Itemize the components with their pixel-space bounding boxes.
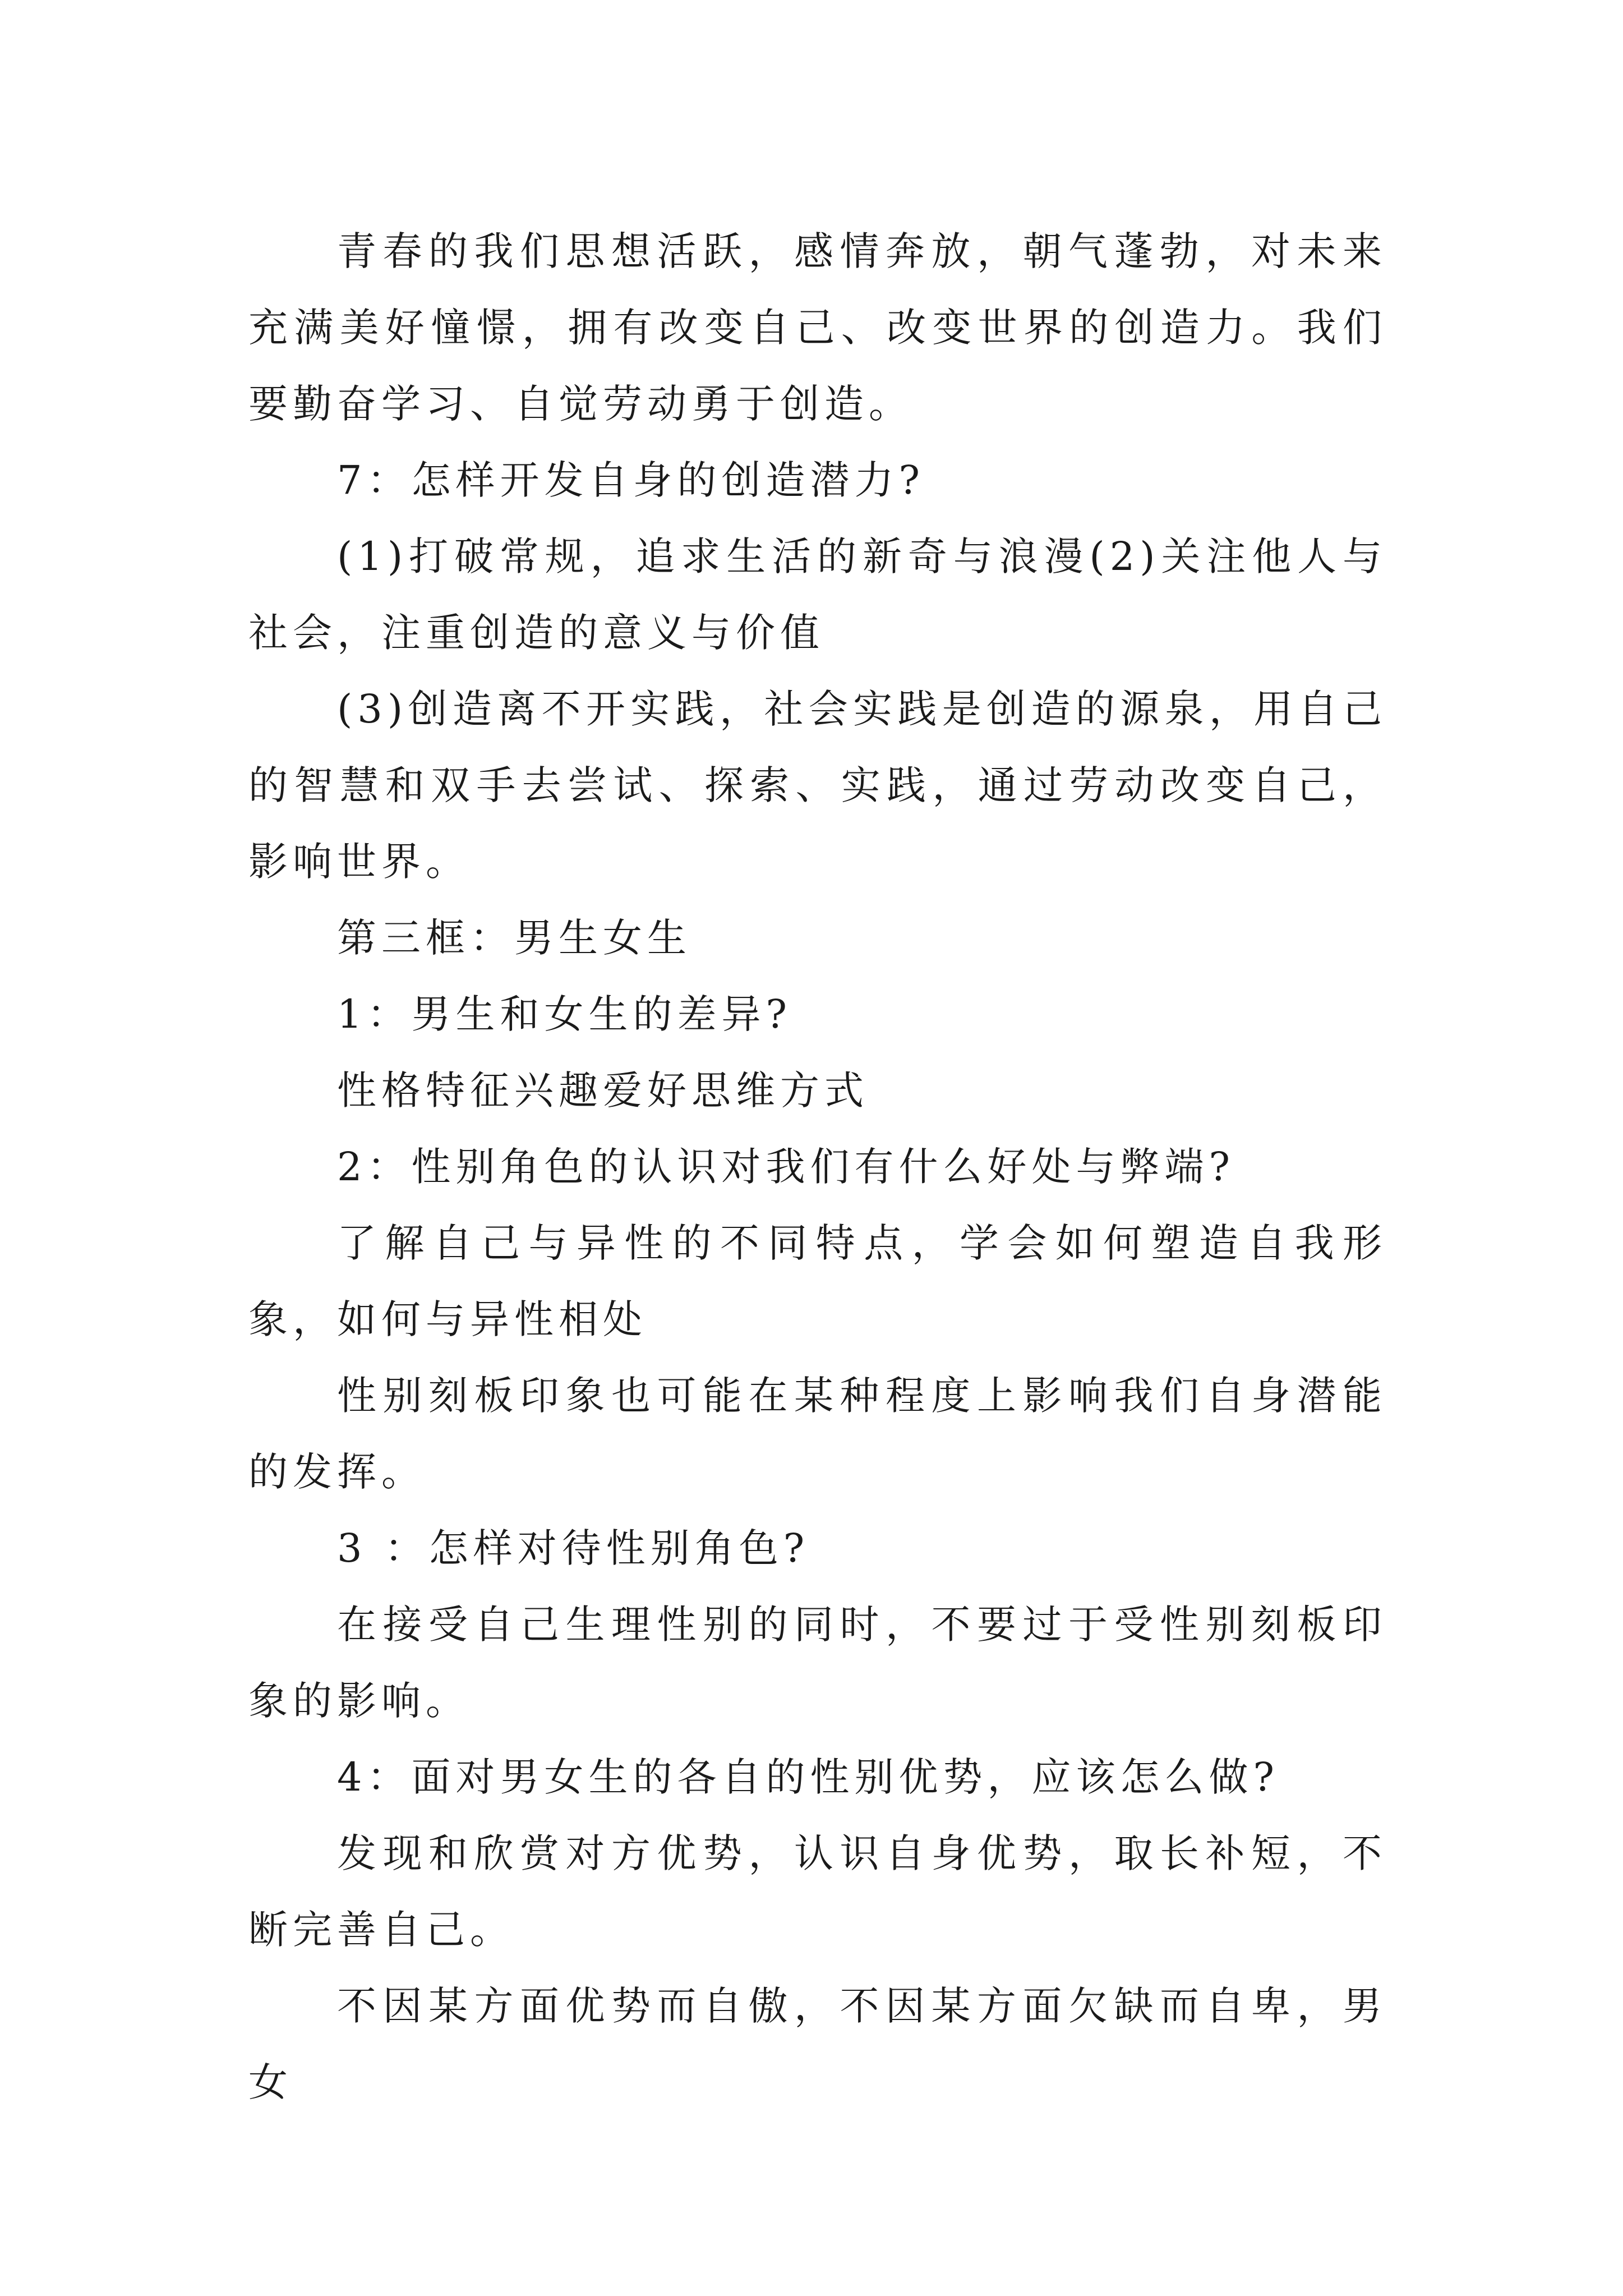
answer-4-part-2: 不因某方面优势而自傲，不因某方面欠缺而自卑，男女 — [248, 1983, 1387, 2105]
document-body — [248, 213, 1387, 2120]
question-7: 7：怎样开发自身的创造潜力? — [337, 457, 925, 503]
answer-3: 在接受自己生理性别的同时，不要过于受性别刻板印象的影响。 — [248, 1602, 1387, 1724]
answer-7-part-3: (3)创造离不开实践，社会实践是创造的源泉，用自己的智慧和双手去尝试、探索、实践，通过劳动改变自己，影响世界。 — [248, 686, 1387, 885]
question-2: 2：性别角色的认识对我们有什么好处与弊端? — [337, 1144, 1235, 1190]
answer-2-drawback: 性别刻板印象也可能在某种程度上影响我们自身潜能的发挥。 — [248, 1373, 1387, 1495]
answer-1: 性格特征兴趣爱好思维方式 — [337, 1068, 869, 1114]
paragraph-intro: 青春的我们思想活跃，感情奔放，朝气蓬勃，对未来充满美好憧憬，拥有改变自己、改变世界的创造力。我们要勤奋学习、自觉劳动勇于创造。 — [248, 228, 1387, 427]
answer-2-benefit: 了解自己与异性的不同特点，学会如何塑造自我形象，如何与异性相处 — [248, 1220, 1387, 1342]
answer-7-part-1-2: (1)打破常规，追求生活的新奇与浪漫(2)关注他人与社会，注重创造的意义与价值 — [248, 533, 1387, 656]
answer-4-part-1: 发现和欣赏对方优势，认识自身优势，取长补短，不断完善自己。 — [248, 1830, 1387, 1953]
question-4: 4：面对男女生的各自的性别优势，应该怎么做? — [337, 1754, 1280, 1800]
question-3: 3 ：怎样对待性别角色? — [337, 1525, 810, 1571]
section-heading: 第三框：男生女生 — [337, 915, 691, 961]
question-1: 1：男生和女生的差异? — [337, 991, 792, 1037]
